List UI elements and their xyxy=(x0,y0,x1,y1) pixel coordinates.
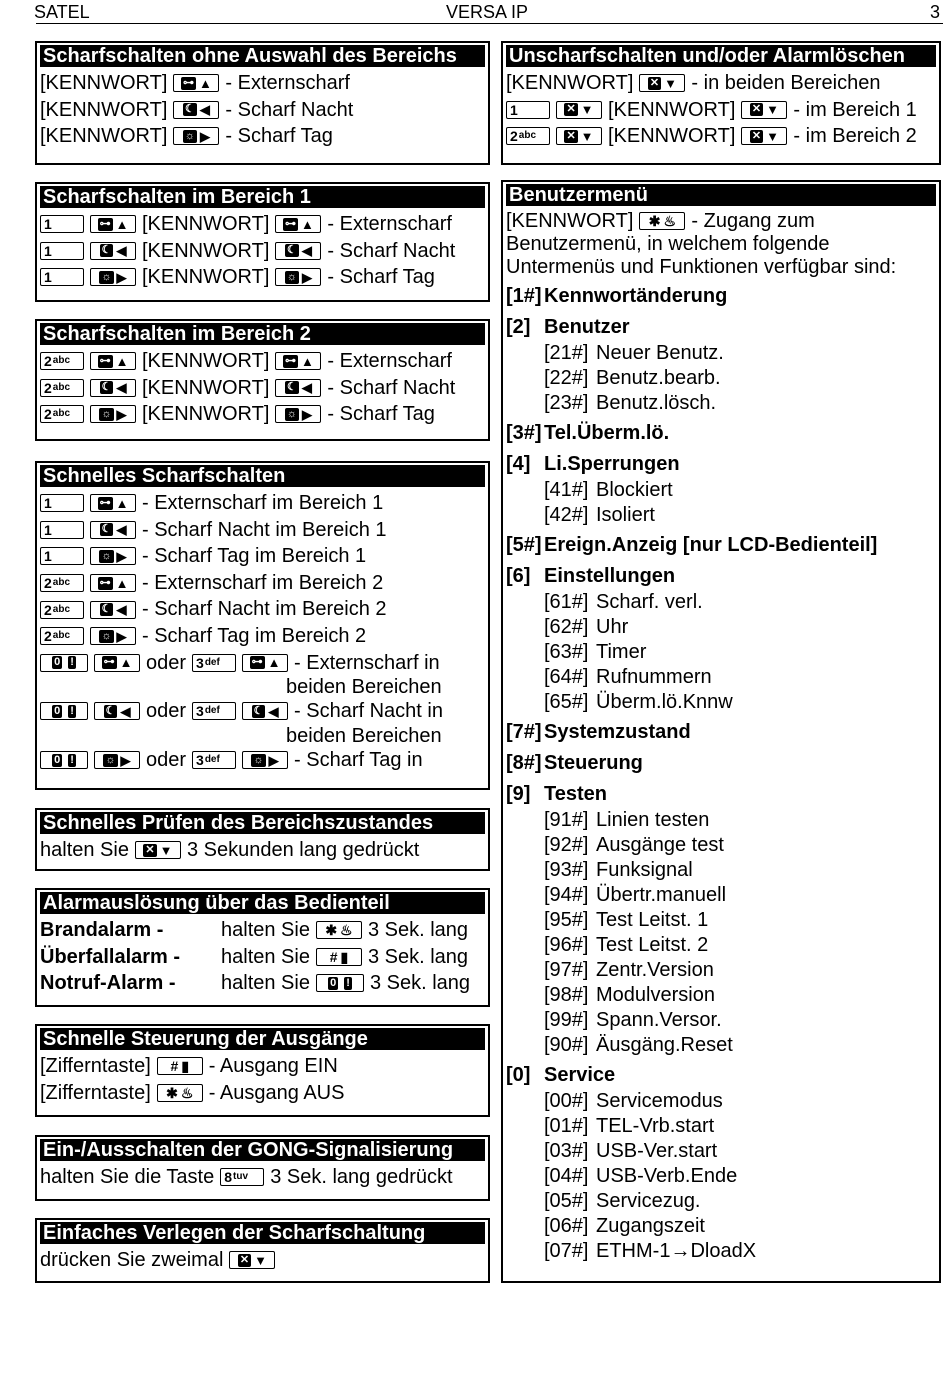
submenu-item xyxy=(506,690,936,715)
key-3-icon: 3 def xyxy=(192,751,236,769)
submenu-item-code: [07#] xyxy=(544,1240,589,1262)
submenu-item-code: [96#] xyxy=(544,934,589,956)
disarm-key-icon: ✕ ▼ xyxy=(556,127,602,145)
disarm-key-icon: ✕ ▼ xyxy=(741,127,787,145)
submenu-item xyxy=(506,983,936,1008)
submenu-item-label: Benutz.bearb. xyxy=(596,367,721,389)
submenu-item-code: [00#] xyxy=(544,1090,589,1112)
menu-item-code: [5#] xyxy=(506,534,542,556)
night-arm-key-icon: ☾ ◀ xyxy=(173,101,219,119)
section-title: Schnelles Scharfschalten xyxy=(40,465,485,487)
submenu-item-code: [01#] xyxy=(544,1115,589,1137)
section-title: Scharfschalten im Bereich 1 xyxy=(40,186,485,208)
submenu-item-label: Äusgäng.Reset xyxy=(596,1034,733,1056)
external-arm-key-icon: ⊶ ▲ xyxy=(242,654,288,672)
submenu-item-code: [92#] xyxy=(544,834,589,856)
header-page-number: 3 xyxy=(930,2,941,22)
hash-door-key-icon: # ▮ xyxy=(316,948,362,966)
night-arm-key-icon: ☾ ◀ xyxy=(90,242,136,260)
submenu-item xyxy=(506,615,936,640)
night-arm-key-icon: ☾ ◀ xyxy=(242,702,288,720)
submenu-item xyxy=(506,1033,936,1058)
submenu-item-label: Test Leitst. 2 xyxy=(596,934,709,956)
menu-item-code: [0] xyxy=(506,1064,531,1086)
menu-item xyxy=(506,451,936,478)
key-1-icon: 1 xyxy=(40,521,84,539)
key-2-icon: 2 abc xyxy=(40,627,84,645)
disarm-key-icon: ✕ ▼ xyxy=(639,74,685,92)
submenu-item-label: Ausgänge test xyxy=(596,834,724,856)
intro-text: Benutzermenü, in welchem folgende xyxy=(506,233,830,255)
menu-item xyxy=(506,1062,936,1089)
submenu-item-label: Zentr.Version xyxy=(596,959,714,981)
hash-door-key-icon: # ▮ xyxy=(157,1057,203,1075)
submenu-item xyxy=(506,503,936,528)
menu-item-label: Steuerung xyxy=(544,752,643,774)
submenu-item xyxy=(506,808,936,833)
submenu-item-label: Modulversion xyxy=(596,984,715,1006)
header-model: VERSA IP xyxy=(446,2,529,22)
menu-item xyxy=(506,781,936,808)
menu-item-label: Kennwortänderung xyxy=(544,285,728,307)
key-2-icon: 2 abc xyxy=(40,352,84,370)
star-fire-key-icon: ✱ ♨ xyxy=(639,212,685,230)
submenu-item xyxy=(506,665,936,690)
menu-item-code: [1#] xyxy=(506,285,542,307)
section-title: Alarmauslösung über das Bedienteil xyxy=(40,892,485,914)
disarm-key-icon: ✕ ▼ xyxy=(135,841,181,859)
key-8-icon: 8 tuv xyxy=(220,1168,264,1186)
day-arm-key-icon: ☼ ▶ xyxy=(90,547,136,565)
external-arm-key-icon: ⊶ ▲ xyxy=(173,74,219,92)
night-arm-key-icon: ☾ ◀ xyxy=(275,242,321,260)
submenu-item xyxy=(506,1239,936,1264)
submenu-item-label: Timer xyxy=(596,641,647,663)
menu-item xyxy=(506,420,936,447)
submenu-item-code: [93#] xyxy=(544,859,589,881)
submenu-item-code: [03#] xyxy=(544,1140,589,1162)
external-arm-key-icon: ⊶ ▲ xyxy=(90,215,136,233)
menu-item-label: Benutzer xyxy=(544,316,630,338)
submenu-item-code: [41#] xyxy=(544,479,589,501)
menu-item-code: [2] xyxy=(506,316,531,338)
key-0-icon: 0 ! xyxy=(316,974,364,992)
submenu-item-label: Benutz.lösch. xyxy=(596,392,717,414)
submenu-item xyxy=(506,1164,936,1189)
key-1-icon: 1 xyxy=(40,268,84,286)
disarm-key-icon: ✕ ▼ xyxy=(741,101,787,119)
section-chime-toggle: Ein-/Ausschalten der GONG-Signalisierung halten Sie die Taste 8 tuv 3 Sek. lang gedrückt xyxy=(35,1135,490,1201)
night-arm-key-icon: ☾ ◀ xyxy=(90,379,136,397)
menu-item-code: [8#] xyxy=(506,752,542,774)
section-title: Scharfschalten ohne Auswahl des Bereichs xyxy=(40,45,485,67)
submenu-item-label: USB-Verb.Ende xyxy=(596,1165,738,1187)
submenu-item xyxy=(506,1189,936,1214)
day-arm-key-icon: ☼ ▶ xyxy=(90,627,136,645)
submenu-item-code: [64#] xyxy=(544,666,589,688)
submenu-item-label: Übertr.manuell xyxy=(596,884,727,906)
section-title: Benutzermenü xyxy=(506,184,936,206)
key-0-icon: 0 ! xyxy=(40,751,88,769)
menu-item-label: Ereign.Anzeig [nur LCD-Bedienteil] xyxy=(544,534,878,556)
submenu-item-label: Uhr xyxy=(596,616,629,638)
section-arm-partition-1: Scharfschalten im Bereich 1 1 ⊶ ▲ [KENNWORT] ⊶ ▲ - Externscharf 1 ☾ ◀ [KENNWORT] ☾ ◀ - Scharf Nacht 1 ☼ ▶ [KENNWORT] ☼ ▶ - Scharf Tag xyxy=(35,182,490,302)
section-quick-output-control: Schnelle Steuerung der Ausgänge [Zifferntaste] # ▮ - Ausgang EIN [Zifferntaste] ✱ ♨ - Ausgang AUS xyxy=(35,1024,490,1117)
menu-item xyxy=(506,283,936,310)
day-arm-key-icon: ☼ ▶ xyxy=(275,268,321,286)
submenu-item-label: Blockiert xyxy=(596,479,673,501)
key-1-icon: 1 xyxy=(40,242,84,260)
key-2-icon: 2 abc xyxy=(40,601,84,619)
submenu-item xyxy=(506,366,936,391)
menu-item-label: Li.Sperrungen xyxy=(544,453,680,475)
submenu-item-label: Servicezug. xyxy=(596,1190,701,1212)
section-user-menu: Benutzermenü [KENNWORT] ✱ ♨ - Zugang zum Benutzermenü, in welchem folgende Untermenüs und Funktionen verfügbar sind: [1#] Kennwortänderung [2] Benutzer [21#] Neuer Benutz. [22#] Benutz.bearb. [23#] Benutz.lösch. [3#] Tel.Überm.lö. [4] Li.Sperrungen [41#] Blockiert [42#] Isoliert [5#] Ereign.Anzeig [nur LCD-Bedienteil] [6] Einstellungen [61#] Scharf. verl. [62#] Uhr [63#] Timer [64#] Rufnummern [65#] Überm.lö.Knnw [7#] Systemzustand [8#] Steuerung [9] Testen [91#] Linien testen [92#] Ausgänge test [93#] Funksignal [94#] Übertr.manuell [95#] Test Leitst. 1 [96#] Test Leitst. 2 [97#] Zentr.Version [98#] Modulversion [99#] Spann.Versor. [90#] Äusgäng.Reset [0] Service [00#] Servicemodus [01#] TEL-Vrb.start [03#] USB-Ver.start [04#] USB-Verb.Ende [05#] Servicezug. [06#] Zugangszeit [07#] ETHM-1→DloadX xyxy=(501,180,941,1283)
submenu-item xyxy=(506,883,936,908)
submenu-item-code: [23#] xyxy=(544,392,589,414)
submenu-item-label: TEL-Vrb.start xyxy=(596,1115,715,1137)
submenu-item xyxy=(506,590,936,615)
menu-item-label: Testen xyxy=(544,783,607,805)
submenu-item xyxy=(506,341,936,366)
key-2-icon: 2 abc xyxy=(506,127,550,145)
external-arm-key-icon: ⊶ ▲ xyxy=(275,352,321,370)
row-text: - Scharf Nacht xyxy=(225,98,354,121)
submenu-item-code: [22#] xyxy=(544,367,589,389)
menu-item xyxy=(506,563,936,590)
submenu-item-code: [98#] xyxy=(544,984,589,1006)
password-label: [KENNWORT] xyxy=(40,125,168,148)
menu-item-code: [6] xyxy=(506,565,531,587)
key-2-icon: 2 abc xyxy=(40,379,84,397)
submenu-item-label: Test Leitst. 1 xyxy=(596,909,709,931)
key-2-icon: 2 abc xyxy=(40,574,84,592)
submenu-item-label: Überm.lö.Knnw xyxy=(596,691,733,713)
disarm-key-icon: ✕ ▼ xyxy=(556,101,602,119)
row-text: - Scharf Tag xyxy=(225,125,333,148)
day-arm-key-icon: ☼ ▶ xyxy=(242,751,288,769)
submenu-item-code: [99#] xyxy=(544,1009,589,1031)
key-3-icon: 3 def xyxy=(192,654,236,672)
section-quick-status-check: Schnelles Prüfen des Bereichszustandes halten Sie ✕ ▼ 3 Sekunden lang gedrückt xyxy=(35,808,490,871)
menu-item-code: [4] xyxy=(506,453,531,475)
day-arm-key-icon: ☼ ▶ xyxy=(173,127,219,145)
menu-item-code: [9] xyxy=(506,783,531,805)
submenu-item-code: [06#] xyxy=(544,1215,589,1237)
key-3-icon: 3 def xyxy=(192,702,236,720)
section-arm-partition-2: Scharfschalten im Bereich 2 2 abc ⊶ ▲ [KENNWORT] ⊶ ▲ - Externscharf 2 abc ☾ ◀ [KENNWORT] ☾ ◀ - Scharf Nacht 2 abc ☼ ▶ [KENNWORT] ☼ ▶ - Scharf Tag xyxy=(35,319,490,441)
emergency-alarm-label: Notruf-Alarm - xyxy=(40,972,176,995)
intro-text: Untermenüs und Funktionen verfügbar sind: xyxy=(506,256,897,278)
submenu-item-code: [05#] xyxy=(544,1190,589,1212)
submenu-item-label: Isoliert xyxy=(596,504,655,526)
external-arm-key-icon: ⊶ ▲ xyxy=(90,574,136,592)
external-arm-key-icon: ⊶ ▲ xyxy=(275,215,321,233)
submenu-item xyxy=(506,1214,936,1239)
submenu-item-code: [04#] xyxy=(544,1165,589,1187)
section-quick-arm: Schnelles Scharfschalten 1 ⊶ ▲ - Externscharf im Bereich 1 1 ☾ ◀ - Scharf Nacht im Bereich 1 1 ☼ ▶ - Scharf Tag im Bereich 1 2 abc ⊶ ▲ - Externscharf im Bereich 2 2 abc ☾ ◀ - Scharf Nacht im Bereich 2 2 abc ☼ ▶ - Scharf Tag im Bereich 2 0 ! ⊶ ▲ oder 3 def ⊶ ▲ - Externscharf in beiden Bereichen 0 ! ☾ ◀ oder 3 def ☾ ◀ - Scharf Nacht in beiden Bereichen 0 ! ☼ ▶ oder 3 def ☼ ▶ - Scharf Tag in xyxy=(35,461,490,790)
submenu-item xyxy=(506,1114,936,1139)
menu-item-label: Systemzustand xyxy=(544,721,691,743)
section-title: Unscharfschalten und/oder Alarmlöschen xyxy=(506,45,936,67)
day-arm-key-icon: ☼ ▶ xyxy=(94,751,140,769)
day-arm-key-icon: ☼ ▶ xyxy=(90,268,136,286)
submenu-item-code: [61#] xyxy=(544,591,589,613)
section-title: Einfaches Verlegen der Scharfschaltung xyxy=(40,1222,485,1244)
section-title: Schnelle Steuerung der Ausgänge xyxy=(40,1028,485,1050)
section-simple-arm-delay: Einfaches Verlegen der Scharfschaltung drücken Sie zweimal ✕ ▼ xyxy=(35,1218,490,1283)
submenu-item-code: [95#] xyxy=(544,909,589,931)
night-arm-key-icon: ☾ ◀ xyxy=(90,521,136,539)
submenu-item xyxy=(506,1089,936,1114)
key-1-icon: 1 xyxy=(40,494,84,512)
submenu-item-label: Neuer Benutz. xyxy=(596,342,724,364)
header-brand: SATEL xyxy=(34,2,90,22)
key-1-icon: 1 xyxy=(40,215,84,233)
key-1-icon: 1 xyxy=(40,547,84,565)
submenu-item-code: [65#] xyxy=(544,691,589,713)
submenu-item xyxy=(506,858,936,883)
submenu-item-label: Spann.Versor. xyxy=(596,1009,722,1031)
night-arm-key-icon: ☾ ◀ xyxy=(90,601,136,619)
external-arm-key-icon: ⊶ ▲ xyxy=(90,494,136,512)
section-title: Scharfschalten im Bereich 2 xyxy=(40,323,485,345)
menu-item-code: [7#] xyxy=(506,721,542,743)
night-arm-key-icon: ☾ ◀ xyxy=(94,702,140,720)
submenu-item-label: Servicemodus xyxy=(596,1090,723,1112)
user-menu-list xyxy=(506,283,936,1264)
key-0-icon: 0 ! xyxy=(40,702,88,720)
submenu-item-label: Rufnummern xyxy=(596,666,712,688)
submenu-item-label: Funksignal xyxy=(596,859,693,881)
password-label: [KENNWORT] xyxy=(40,72,168,94)
menu-item-label: Service xyxy=(544,1064,616,1086)
submenu-item-label: USB-Ver.start xyxy=(596,1140,718,1162)
day-arm-key-icon: ☼ ▶ xyxy=(275,405,321,423)
star-fire-key-icon: ✱ ♨ xyxy=(316,921,362,939)
submenu-item-code: [94#] xyxy=(544,884,589,906)
submenu-item xyxy=(506,908,936,933)
submenu-item xyxy=(506,478,936,503)
key-1-icon: 1 xyxy=(506,101,550,119)
panic-alarm-label: Überfallalarm - xyxy=(40,945,181,968)
header-rule xyxy=(36,23,943,24)
submenu-item xyxy=(506,833,936,858)
submenu-item-code: [21#] xyxy=(544,342,589,364)
submenu-item xyxy=(506,958,936,983)
fire-alarm-label: Brandalarm - xyxy=(40,919,164,941)
external-arm-key-icon: ⊶ ▲ xyxy=(94,654,140,672)
day-arm-key-icon: ☼ ▶ xyxy=(90,405,136,423)
menu-item xyxy=(506,750,936,777)
key-0-icon: 0 ! xyxy=(40,654,88,672)
submenu-item xyxy=(506,933,936,958)
submenu-item-code: [62#] xyxy=(544,616,589,638)
submenu-item-code: [63#] xyxy=(544,641,589,663)
password-label: [KENNWORT] xyxy=(40,98,168,121)
submenu-item xyxy=(506,391,936,416)
submenu-item-label: ETHM-1→DloadX xyxy=(596,1240,757,1262)
menu-item-code: [3#] xyxy=(506,422,542,444)
menu-item xyxy=(506,314,936,341)
submenu-item xyxy=(506,1139,936,1164)
submenu-item-label: Zugangszeit xyxy=(596,1215,705,1237)
section-title: Schnelles Prüfen des Bereichszustandes xyxy=(40,812,485,834)
disarm-key-icon: ✕ ▼ xyxy=(229,1251,275,1269)
row-text: - Externscharf xyxy=(225,72,350,94)
submenu-item-label: Linien testen xyxy=(596,809,710,831)
section-keypad-alarms: Alarmauslösung über das Bedienteil Brandalarm - halten Sie ✱ ♨ 3 Sek. lang Überfallalarm - halten Sie # ▮ 3 Sek. lang Notruf-Alarm - halten Sie 0 ! 3 Sek. lang xyxy=(35,888,490,1007)
star-fire-key-icon: ✱ ♨ xyxy=(157,1084,203,1102)
submenu-item-code: [42#] xyxy=(544,504,589,526)
section-arm-without-partition xyxy=(35,41,490,165)
section-title: Ein-/Ausschalten der GONG-Signalisierung xyxy=(40,1139,485,1161)
night-arm-key-icon: ☾ ◀ xyxy=(275,379,321,397)
section-disarm-clear-alarm: Unscharfschalten und/oder Alarmlöschen [KENNWORT] ✕ ▼ - in beiden Bereichen 1 ✕ ▼ [KENNWORT] ✕ ▼ - im Bereich 1 2 abc ✕ ▼ [KENNWORT] ✕ ▼ - im Bereich 2 xyxy=(501,41,941,165)
menu-item-label: Tel.Überm.lö. xyxy=(544,422,670,444)
submenu-item-code: [90#] xyxy=(544,1034,589,1056)
submenu-item-code: [97#] xyxy=(544,959,589,981)
menu-item xyxy=(506,719,936,746)
submenu-item xyxy=(506,1008,936,1033)
submenu-item xyxy=(506,640,936,665)
menu-item-label: Einstellungen xyxy=(544,565,676,587)
external-arm-key-icon: ⊶ ▲ xyxy=(90,352,136,370)
submenu-item-label: Scharf. verl. xyxy=(596,591,703,613)
key-2-icon: 2 abc xyxy=(40,405,84,423)
menu-item xyxy=(506,532,936,559)
submenu-item-code: [91#] xyxy=(544,809,589,831)
